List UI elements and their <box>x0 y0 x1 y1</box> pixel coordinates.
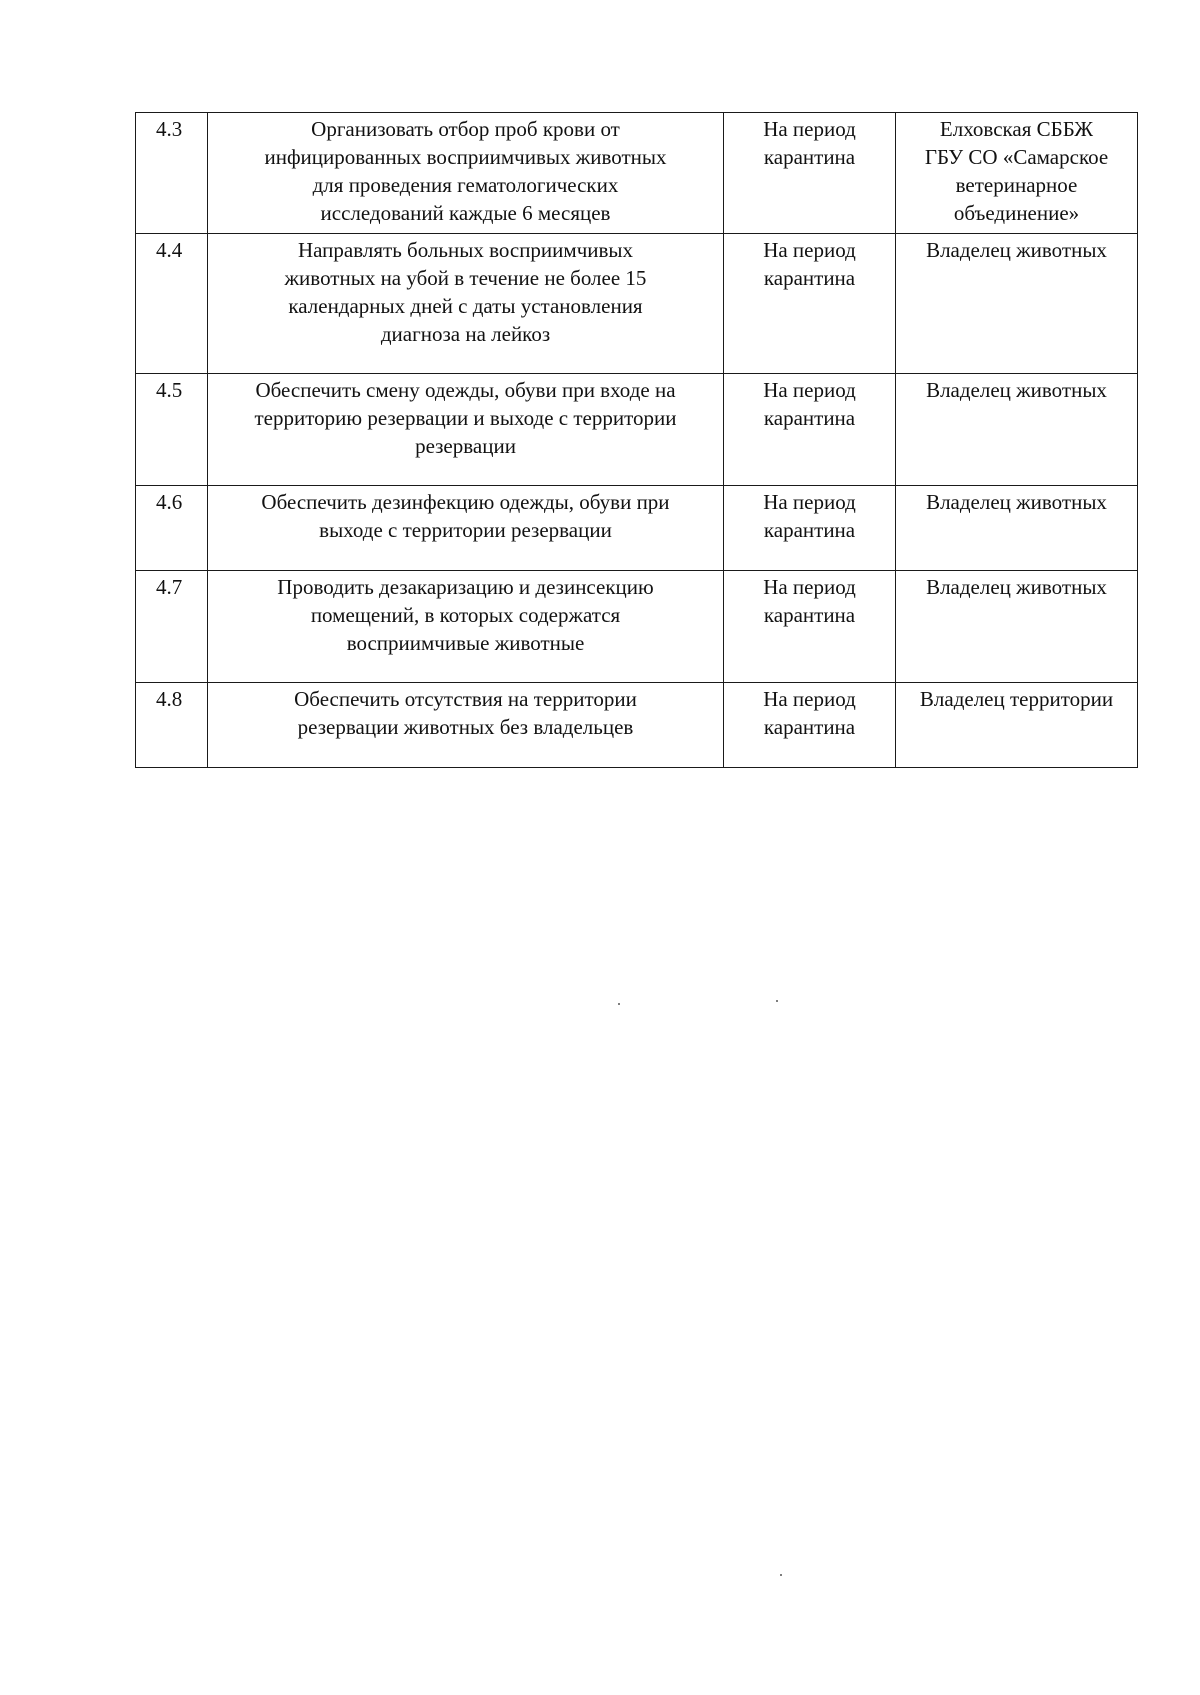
item-number: 4.5 <box>136 374 208 486</box>
responsible-cell: Владелец животных <box>896 571 1138 683</box>
scan-speck <box>776 1000 778 1002</box>
table-row <box>136 683 1138 768</box>
table-row <box>136 234 1138 374</box>
action-cell: Обеспечить отсутствия на территории резервации животных без владельцев <box>208 683 724 768</box>
term-cell: На период карантина <box>724 683 896 768</box>
item-number: 4.8 <box>136 683 208 768</box>
measures-table <box>135 112 1138 768</box>
table-row <box>136 486 1138 571</box>
action-cell: Направлять больных восприимчивых животных на убой в течение не более 15 календарных дней с даты установления диагноза на лейкоз <box>208 234 724 374</box>
item-number: 4.7 <box>136 571 208 683</box>
item-number: 4.4 <box>136 234 208 374</box>
action-cell: Обеспечить дезинфекцию одежды, обуви при выходе с территории резервации <box>208 486 724 571</box>
responsible-cell: Владелец животных <box>896 486 1138 571</box>
table-row <box>136 374 1138 486</box>
term-cell: На период карантина <box>724 234 896 374</box>
term-cell: На период карантина <box>724 571 896 683</box>
term-cell: На период карантина <box>724 374 896 486</box>
action-cell: Организовать отбор проб крови от инфицированных восприимчивых животных для проведения гематологических исследований каждые 6 месяцев <box>208 113 724 234</box>
responsible-cell: Елховская СББЖ ГБУ СО «Самарское ветеринарное объединение» <box>896 113 1138 234</box>
item-number: 4.3 <box>136 113 208 234</box>
table-row <box>136 113 1138 234</box>
scan-speck <box>618 1003 620 1005</box>
responsible-cell: Владелец животных <box>896 234 1138 374</box>
responsible-cell: Владелец животных <box>896 374 1138 486</box>
action-cell: Обеспечить смену одежды, обуви при входе на территорию резервации и выходе с территории резервации <box>208 374 724 486</box>
term-cell: На период карантина <box>724 113 896 234</box>
item-number: 4.6 <box>136 486 208 571</box>
term-cell: На период карантина <box>724 486 896 571</box>
table-row <box>136 571 1138 683</box>
scan-speck <box>780 1574 782 1576</box>
action-cell: Проводить дезакаризацию и дезинсекцию помещений, в которых содержатся восприимчивые животные <box>208 571 724 683</box>
responsible-cell: Владелец территории <box>896 683 1138 768</box>
